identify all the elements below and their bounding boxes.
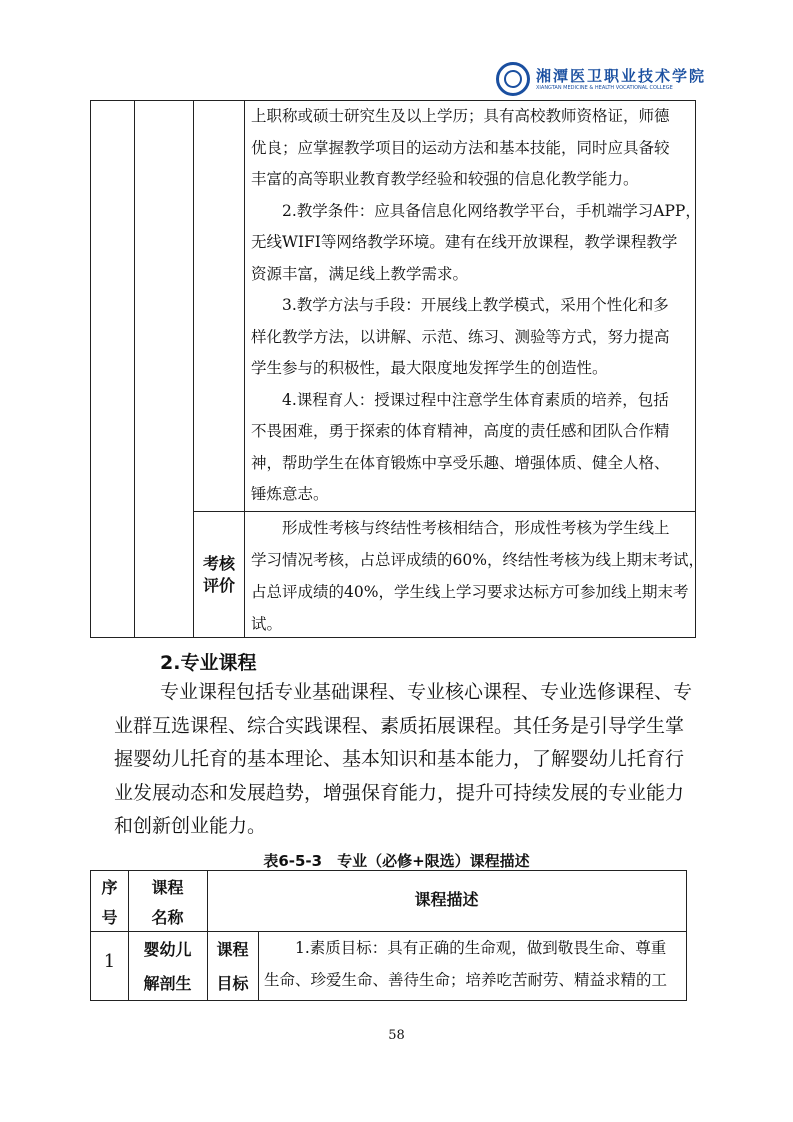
text-line: 和创新创业能力。 [114, 815, 267, 837]
text-line: 优良；应掌握教学项目的运动方法和基本技能，同时应具备较 [251, 138, 670, 157]
text-line: 上职称或硕士研究生及以上学历；具有高校教师资格证，师德 [251, 107, 670, 125]
header-desc: 课程描述 [414, 890, 479, 909]
text-line: 专业课程包括专业基础课程、专业核心课程、专业选修课程、专 [160, 681, 693, 703]
sub-label-line: 目标 [216, 974, 249, 993]
text-line: 锤炼意志。 [251, 485, 329, 503]
table-caption: 表6-5-3 专业（必修+限选）课程描述 [263, 852, 530, 870]
text-line: 业发展动态和发展趋势，增强保育能力，提升可持续发展的专业能力 [114, 781, 685, 804]
text-line: 业群互选课程、综合实践课程、素质拓展课程。其任务是引导学生掌 [114, 714, 685, 737]
header-index-line: 序 [101, 878, 118, 897]
text-line: 3.教学方法与手段：开展线上教学模式，采用个性化和多 [251, 296, 669, 314]
section-heading: 2.专业课程 [160, 652, 257, 674]
text-line: 丰富的高等职业教育教学经验和较强的信息化教学能力。 [251, 170, 639, 188]
text-line: 4.课程育人：授课过程中注意学生体育素质的培养，包括 [251, 390, 669, 409]
text-line: 学习情况考核，占总评成绩的60%，终结性考核为线上期末考试， [251, 551, 704, 569]
text-line: 握婴幼儿托育的基本理论、基本知识和基本能力，了解婴幼儿托育行 [114, 748, 685, 770]
header-name [128, 873, 207, 933]
course-table [90, 870, 687, 1001]
course-name-line: 解剖生 [143, 974, 192, 993]
text-line: 资源丰富，满足线上教学需求。 [251, 264, 469, 283]
page-number: 58 [388, 1028, 405, 1043]
text-line: 学生参与的积极性，最大限度地发挥学生的创造性。 [251, 359, 608, 377]
row-sub-label [207, 933, 258, 1001]
text-line: 神，帮助学生在体育锻炼中享受乐趣、增强体质、健全人格、 [251, 453, 670, 472]
text-line: 形成性考核与终结性考核相结合，形成性考核为学生线上 [251, 519, 670, 537]
text-line: 试。 [251, 615, 283, 633]
header-name-line: 课程 [151, 878, 184, 897]
logo-en: XIANGTAN MEDICINE & HEALTH VOCATIONAL COLLEGE [536, 84, 673, 91]
text-line: 无线WIFI等网络教学环境。建有在线开放课程，教学课程教学 [251, 233, 678, 251]
row-index: 1 [103, 951, 116, 972]
header-index [91, 873, 128, 933]
top-table [90, 100, 704, 638]
text-line: 不畏困难，勇于探索的体育精神，高度的责任感和团队合作精 [251, 422, 670, 440]
course-name-line: 婴幼儿 [143, 940, 192, 959]
text-line: 2.教学条件：应具备信息化网络教学平台，手机端学习APP， [251, 201, 701, 220]
row-course-name [128, 933, 207, 1001]
assessment-label-line: 考核 [202, 554, 235, 573]
text-line: 1.素质目标：具有正确的生命观，做到敬畏生命、尊重 [264, 939, 667, 957]
assessment-label [195, 553, 243, 597]
text-line: 占总评成绩的40%，学生线上学习要求达标方可参加线上期末考 [251, 583, 689, 601]
sub-label-line: 课程 [216, 940, 249, 959]
assessment-label-line: 评价 [202, 576, 235, 595]
text-line: 生命、珍爱生命、善待生命；培养吃苦耐劳、精益求精的工 [264, 971, 668, 989]
college-logo [496, 62, 706, 96]
college-seal-icon [496, 62, 530, 96]
header-name-line: 名称 [151, 908, 184, 927]
header-index-line: 号 [101, 908, 118, 927]
logo-cn: 湘潭医卫职业技术学院 [536, 66, 707, 85]
text-line: 样化教学方法，以讲解、示范、练习、测验等方式，努力提高 [251, 327, 670, 346]
